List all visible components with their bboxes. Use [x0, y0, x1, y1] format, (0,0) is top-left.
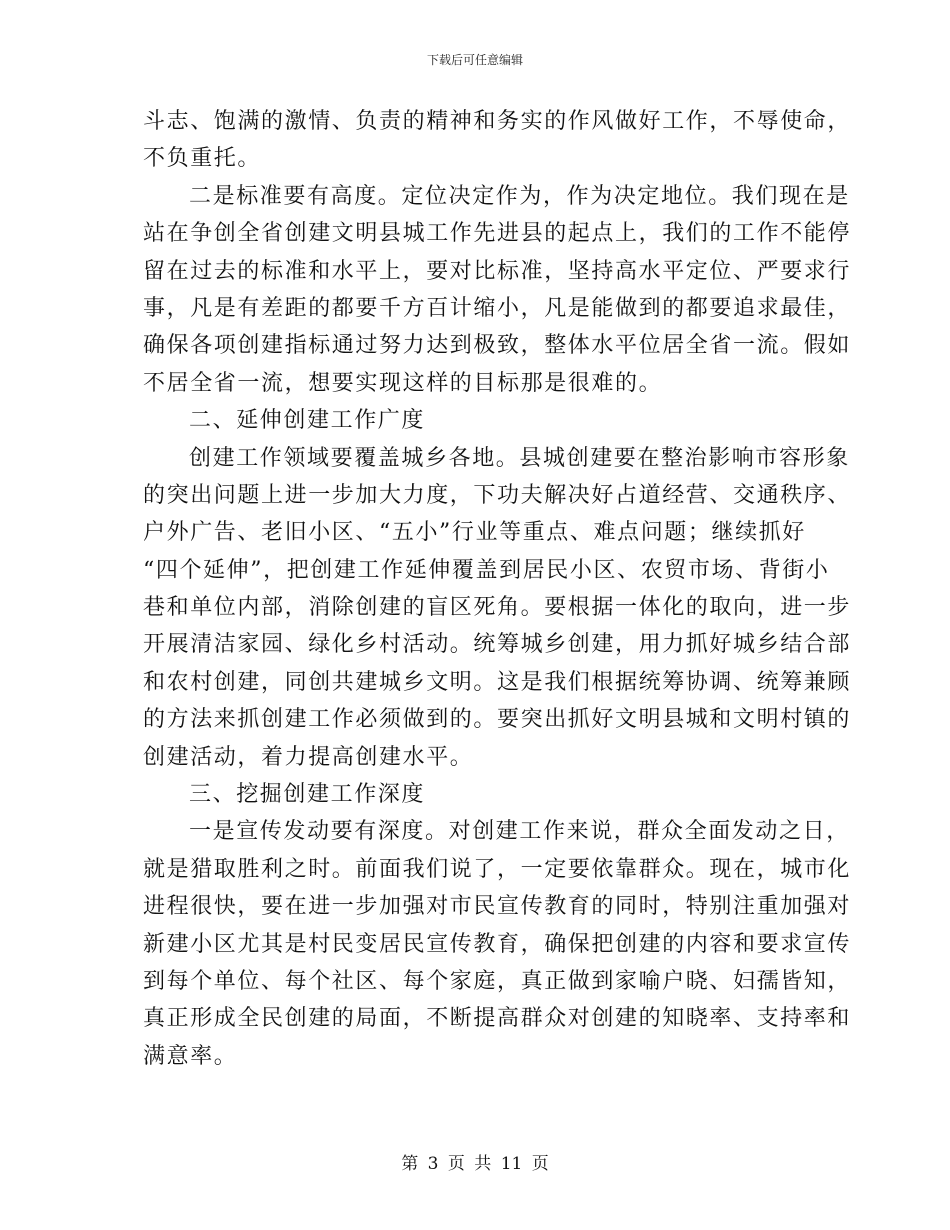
- body-line: 二是标准要有高度。定位决定作为，作为决定地位。我们现在是: [189, 183, 850, 209]
- page-footer: 第 3 页 共 11 页: [401, 1154, 549, 1174]
- body-line: 事，凡是有差距的都要千方百计缩小，凡是能做到的都要追求最佳，: [143, 295, 852, 321]
- body-line: 巷和单位内部，消除创建的盲区死角。要根据一体化的取向，进一步: [143, 595, 852, 621]
- body-line: 确保各项创建指标通过努力达到极致，整体水平位居全省一流。假如: [143, 333, 852, 359]
- body-line: 创建工作领域要覆盖城乡各地。县城创建要在整治影响市容形象: [189, 445, 850, 471]
- body-line: 真正形成全民创建的局面，不断提高群众对创建的知晓率、支持率和: [143, 1006, 852, 1032]
- body-line: 一是宣传发动要有深度。对创建工作来说，群众全面发动之日，: [189, 819, 850, 845]
- body-line: 的突出问题上进一步加大力度，下功夫解决好占道经营、交通秩序、: [143, 482, 852, 508]
- body-line: “四个延伸”，把创建工作延伸覆盖到居民小区、农贸市场、背街小: [143, 557, 830, 583]
- body-line: 不负重托。: [143, 146, 262, 172]
- body-line: 进程很快，要在进一步加强对市民宣传教育的同时，特别注重加强对: [143, 894, 852, 920]
- body-line: 留在过去的标准和水平上，要对比标准，坚持高水平定位、严要求行: [143, 258, 852, 284]
- body-line: 户外广告、老旧小区、“五小”行业等重点、难点问题；继续抓好: [143, 520, 806, 546]
- body-line: 创建活动，着力提高创建水平。: [143, 744, 474, 770]
- body-line: 不居全省一流，想要实现这样的目标那是很难的。: [143, 370, 663, 396]
- body-line: 斗志、饱满的激情、负责的精神和务实的作风做好工作，不辱使命，: [143, 109, 852, 134]
- body-line: 到每个单位、每个社区、每个家庭，真正做到家喻户晓、妇孺皆知，: [143, 968, 852, 994]
- page-header: 下载后可任意编辑: [426, 53, 523, 67]
- section-heading: 二、延伸创建工作广度: [189, 408, 426, 434]
- section-heading: 三、挖掘创建工作深度: [189, 782, 426, 808]
- document-body: [143, 103, 852, 1075]
- body-line: 和农村创建，同创共建城乡文明。这是我们根据统筹协调、统筹兼顾: [143, 669, 852, 695]
- body-line: 站在争创全省创建文明县城工作先进县的起点上，我们的工作不能停: [143, 221, 852, 247]
- body-line: 新建小区尤其是村民变居民宣传教育，确保把创建的内容和要求宣传: [143, 931, 852, 957]
- body-line: 就是猎取胜利之时。前面我们说了，一定要依靠群众。现在，城市化: [143, 856, 852, 882]
- body-line: 开展清洁家园、绿化乡村活动。统筹城乡创建，用力抓好城乡结合部: [143, 632, 852, 658]
- body-line: 满意率。: [143, 1043, 238, 1069]
- body-line: 的方法来抓创建工作必须做到的。要突出抓好文明县城和文明村镇的: [143, 707, 852, 733]
